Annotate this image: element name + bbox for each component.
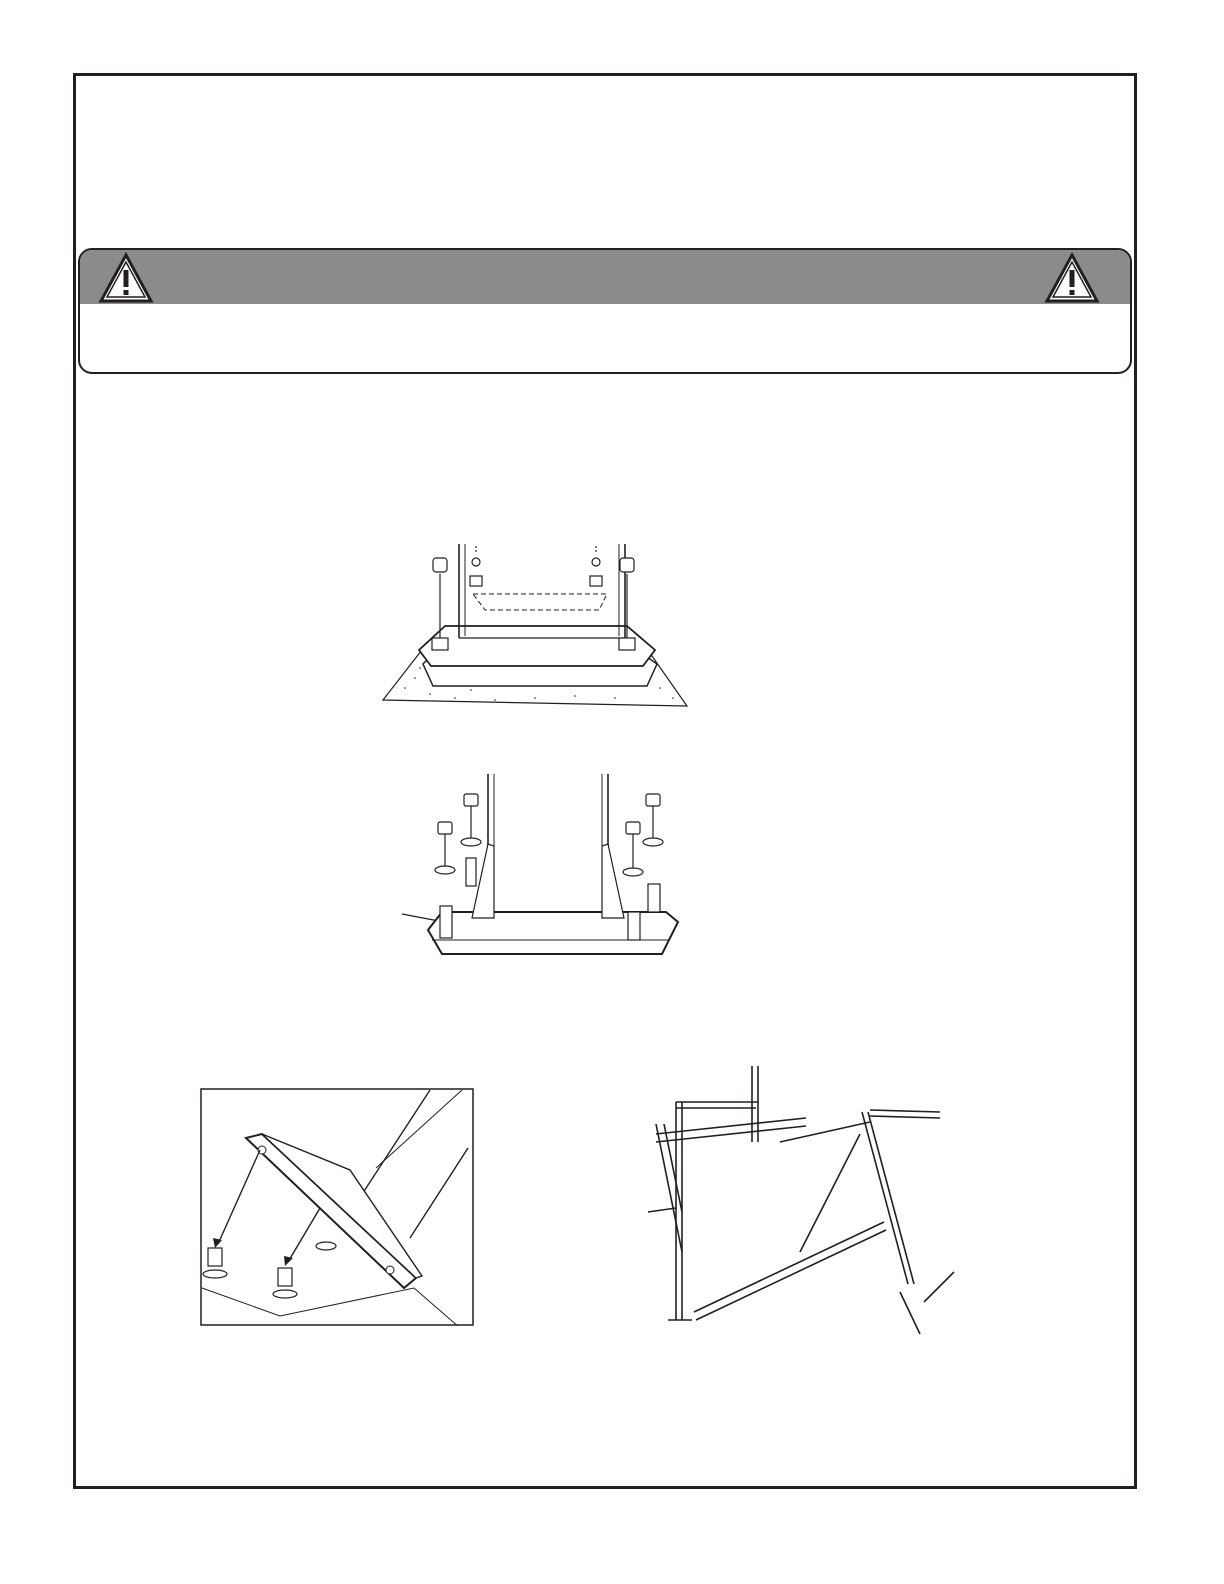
warning-triangle-icon (1044, 252, 1100, 304)
warning-header (80, 250, 1130, 304)
warning-box (78, 248, 1132, 374)
anchor-bolt-figure (375, 538, 695, 710)
warning-triangle-icon (98, 252, 154, 304)
column-lift-figure (640, 1062, 970, 1392)
base-plate-detail-figure (200, 1088, 474, 1326)
column-base-figure (398, 772, 688, 966)
